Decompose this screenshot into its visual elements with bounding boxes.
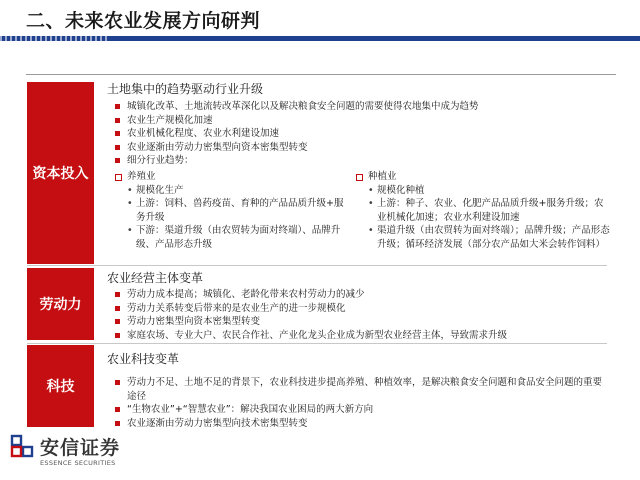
- list-item: • 渠道升级（由农贸转为面对终端）；品牌升级；产品形态升级；循环经济发展（部分农产品如大米会转作饲料）: [368, 224, 611, 251]
- label-technology: 科技: [27, 345, 97, 427]
- logo-subtitle: ESSENCE SECURITIES: [40, 459, 116, 467]
- list-item: 农业逐渐由劳动力密集型向资本密集型转变: [115, 141, 615, 155]
- title-bar-pattern: [0, 36, 110, 41]
- list-item: 细分行业趋势：: [115, 154, 615, 168]
- label-labor: 劳动力: [27, 268, 97, 340]
- essence-logo-icon: [10, 434, 34, 458]
- subcol-planting: [356, 170, 611, 252]
- list-item: 劳动力关系转变后带来的是农业生产的进一步规模化: [115, 302, 615, 316]
- page-title: 二、未来农业发展方向研判: [26, 10, 261, 32]
- top-divider: [26, 74, 616, 75]
- subcol-list: [127, 184, 350, 252]
- list-item: 农业生产规模化加速: [115, 114, 615, 128]
- list-item: 城镇化改革、土地流转改革深化以及解决粮食安全问题的需要使得农地集中成为趋势: [115, 100, 615, 114]
- subcol-heading: 种植业: [356, 170, 611, 184]
- capital-bullet-list: [115, 100, 615, 168]
- subcol-list: [368, 184, 611, 252]
- list-item: 劳动力成本提高；城镇化、老龄化带来农村劳动力的减少: [115, 288, 615, 302]
- subcol-heading: 养殖业: [115, 170, 350, 184]
- labor-bullet-list: [115, 288, 615, 342]
- section-divider: [27, 265, 607, 266]
- list-item: • 规模化生产: [127, 184, 350, 198]
- subcol-livestock: [115, 170, 350, 252]
- section-divider: [27, 343, 607, 344]
- section-heading-operator: 农业经营主体变革: [107, 271, 204, 285]
- list-item: • 规模化种植: [368, 184, 611, 198]
- list-item: 家庭农场、专业大户、农民合作社、产业化龙头企业成为新型农业经营主体，导致需求升级: [115, 329, 615, 343]
- tech-bullet-list: [115, 376, 610, 430]
- section-heading-land: 土地集中的趋势驱动行业升级: [107, 82, 264, 96]
- logo-name: 安信证券: [40, 437, 121, 459]
- list-item: 劳动力密集型向资本密集型转变: [115, 315, 615, 329]
- company-logo: [6, 426, 136, 476]
- list-item: • 上游：种子、农业、化肥产品品质升级+服务升级；农业机械化加速；农业水利建设加速: [368, 197, 611, 224]
- list-item: 农业逐渐由劳动力密集型向技术密集型转变: [115, 417, 610, 431]
- section-heading-tech: 农业科技变革: [107, 352, 180, 366]
- list-item: “生物农业”+“智慧农业”：解决我国农业困局的两大新方向: [115, 403, 610, 417]
- list-item: 农业机械化程度、农业水利建设加速: [115, 127, 615, 141]
- list-item: 劳动力不足、土地不足的背景下，农业科技进步提高养殖、种植效率，是解决粮食安全问题和食品安全问题的重要途径: [115, 376, 610, 403]
- list-item: • 下游：渠道升级（由农贸转为面对终端）、品牌升级、产品形态升级: [127, 224, 350, 251]
- label-capital-input: 资本投入: [27, 82, 97, 264]
- list-item: • 上游：饲料、兽药疫苗、育种的产品品质升级+服务升级: [127, 197, 350, 224]
